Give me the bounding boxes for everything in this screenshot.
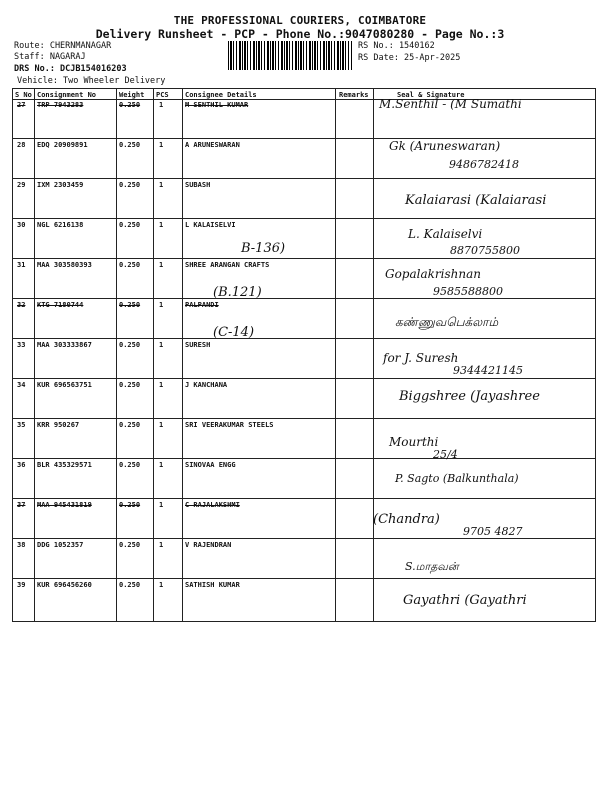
route-label: Route: CHERNMANAGAR: [14, 41, 112, 51]
cell-weight: 0.250: [119, 141, 141, 149]
handwritten-signature: M.Senthil - (M Sumathi: [379, 97, 522, 111]
handwritten-phone: 9585588800: [433, 285, 503, 298]
cell-consignee: V RAJENDRAN: [185, 541, 232, 549]
cell-consignee: SATHISH KUMAR: [185, 581, 240, 589]
cell-pcs: 1: [159, 181, 164, 189]
cell-pcs: 1: [159, 581, 164, 589]
cell-sno: 37: [17, 501, 26, 509]
col-header-pcs: PCS: [156, 91, 169, 99]
col-header-consignment: Consignment No: [37, 91, 97, 99]
cell-consignment: BLR 435329571: [37, 461, 92, 469]
handwritten-signature: Biggshree (Jayashree: [399, 389, 540, 404]
cell-pcs: 1: [159, 461, 164, 469]
table-row: [13, 301, 595, 341]
rs-date: RS Date: 25-Apr-2025: [358, 53, 461, 63]
document-subtitle: Delivery Runsheet - PCP - Phone No.:9047080280 - Page No.:3: [95, 27, 505, 41]
handwritten-signature: S.மாதவன்: [405, 560, 459, 573]
handwritten-signature: Mourthi: [389, 435, 439, 449]
cell-sno: 31: [17, 261, 26, 269]
cell-consignee: C RAJALAKSHMI: [185, 501, 240, 509]
cell-sno: 28: [17, 141, 26, 149]
col-header-weight: Weight: [119, 91, 145, 99]
handwritten-signature: (Chandra): [373, 512, 440, 527]
cell-consignee: J KANCHANA: [185, 381, 228, 389]
cell-consignee: M SENTHIL KUMAR: [185, 101, 249, 109]
cell-consignee: SHREE ARANGAN CRAFTS: [185, 261, 270, 269]
handwritten-phone: 9705 4827: [463, 525, 523, 538]
cell-consignee: SRI VEERAKUMAR STEELS: [185, 421, 274, 429]
drs-number: DRS No.: DCJB154016203: [14, 64, 127, 74]
handwritten-phone: 25/4: [433, 448, 458, 461]
cell-weight: 0.250: [119, 341, 141, 349]
cell-weight: 0.250: [119, 181, 141, 189]
cell-sno: 32: [17, 301, 26, 309]
cell-pcs: 1: [159, 341, 164, 349]
cell-sno: 36: [17, 461, 26, 469]
cell-consignment: TRP 7943283: [37, 101, 84, 109]
handwritten-signature: L. Kalaiselvi: [408, 227, 483, 241]
cell-sno: 35: [17, 421, 26, 429]
table-row: [13, 541, 595, 581]
col-header-consignee: Consignee Details: [185, 91, 257, 99]
cell-weight: 0.250: [119, 261, 141, 269]
vehicle-label: Vehicle: Two Wheeler Delivery: [17, 76, 166, 86]
cell-sno: 34: [17, 381, 26, 389]
cell-pcs: 1: [159, 541, 164, 549]
cell-pcs: 1: [159, 301, 164, 309]
cell-weight: 0.250: [119, 461, 141, 469]
col-header-sno: S No: [15, 91, 32, 99]
cell-consignee: L KALAISELVI: [185, 221, 236, 229]
cell-weight: 0.250: [119, 301, 141, 309]
handwritten-signature: for J. Suresh: [383, 351, 459, 365]
cell-pcs: 1: [159, 261, 164, 269]
cell-consignee: PALPANDI: [185, 301, 219, 309]
cell-consignment: KTG 7180744: [37, 301, 84, 309]
handwritten-note-30: B-136): [241, 241, 286, 256]
cell-weight: 0.250: [119, 541, 141, 549]
handwritten-signature: Gk (Aruneswaran): [389, 139, 501, 153]
handwritten-note-31: (B.121): [213, 285, 262, 300]
handwritten-phone: 9486782418: [449, 158, 519, 171]
document-title: THE PROFESSIONAL COURIERS, COIMBATORE: [173, 14, 427, 27]
cell-pcs: 1: [159, 221, 164, 229]
cell-pcs: 1: [159, 381, 164, 389]
cell-consignee: SUBASH: [185, 181, 211, 189]
handwritten-note-32: (C-14): [213, 325, 255, 340]
cell-pcs: 1: [159, 141, 164, 149]
cell-weight: 0.250: [119, 101, 141, 109]
cell-consignee: SINOVAA ENGG: [185, 461, 236, 469]
table-row: [13, 421, 595, 461]
cell-consignee: SURESH: [185, 341, 211, 349]
cell-weight: 0.250: [119, 581, 141, 589]
cell-weight: 0.250: [119, 501, 141, 509]
cell-pcs: 1: [159, 501, 164, 509]
cell-pcs: 1: [159, 421, 164, 429]
cell-consignee: A ARUNESWARAN: [185, 141, 240, 149]
cell-consignment: NGL 6216138: [37, 221, 84, 229]
cell-consignment: KUR 696456260: [37, 581, 92, 589]
handwritten-phone: 9344421145: [453, 364, 523, 377]
cell-consignment: KRR 950267: [37, 421, 80, 429]
cell-pcs: 1: [159, 101, 164, 109]
cell-sno: 39: [17, 581, 26, 589]
cell-weight: 0.250: [119, 221, 141, 229]
handwritten-signature: Kalaiarasi (Kalaiarasi: [405, 193, 547, 208]
cell-consignment: EDQ 20909891: [37, 141, 88, 149]
barcode: [228, 41, 352, 70]
cell-consignment: MAA 303580393: [37, 261, 92, 269]
rs-number: RS No.: 1540162: [358, 41, 435, 51]
cell-sno: 30: [17, 221, 26, 229]
cell-sno: 38: [17, 541, 26, 549]
cell-consignment: KUR 696563751: [37, 381, 92, 389]
cell-sno: 29: [17, 181, 26, 189]
handwritten-phone: 8870755800: [450, 244, 520, 257]
table-row: [13, 261, 595, 301]
col-header-signature: Seal & Signature: [397, 91, 465, 99]
cell-weight: 0.250: [119, 421, 141, 429]
cell-weight: 0.250: [119, 381, 141, 389]
staff-label: Staff: NAGARAJ: [14, 52, 86, 62]
cell-consignment: IXM 2303459: [37, 181, 84, 189]
handwritten-signature: P. Sagto (Balkunthala): [395, 472, 519, 485]
handwritten-signature: Gopalakrishnan: [385, 267, 481, 281]
handwritten-signature: கண்ணுவபெக்லாம்: [395, 315, 499, 329]
cell-sno: 33: [17, 341, 26, 349]
handwritten-signature: Gayathri (Gayathri: [403, 593, 527, 608]
col-header-remarks: Remarks: [339, 91, 369, 99]
cell-consignment: DDG 1052357: [37, 541, 84, 549]
cell-sno: 27: [17, 101, 26, 109]
cell-consignment: MAA 303333867: [37, 341, 92, 349]
cell-consignment: MAA 945431819: [37, 501, 92, 509]
runsheet-table: [12, 88, 596, 622]
